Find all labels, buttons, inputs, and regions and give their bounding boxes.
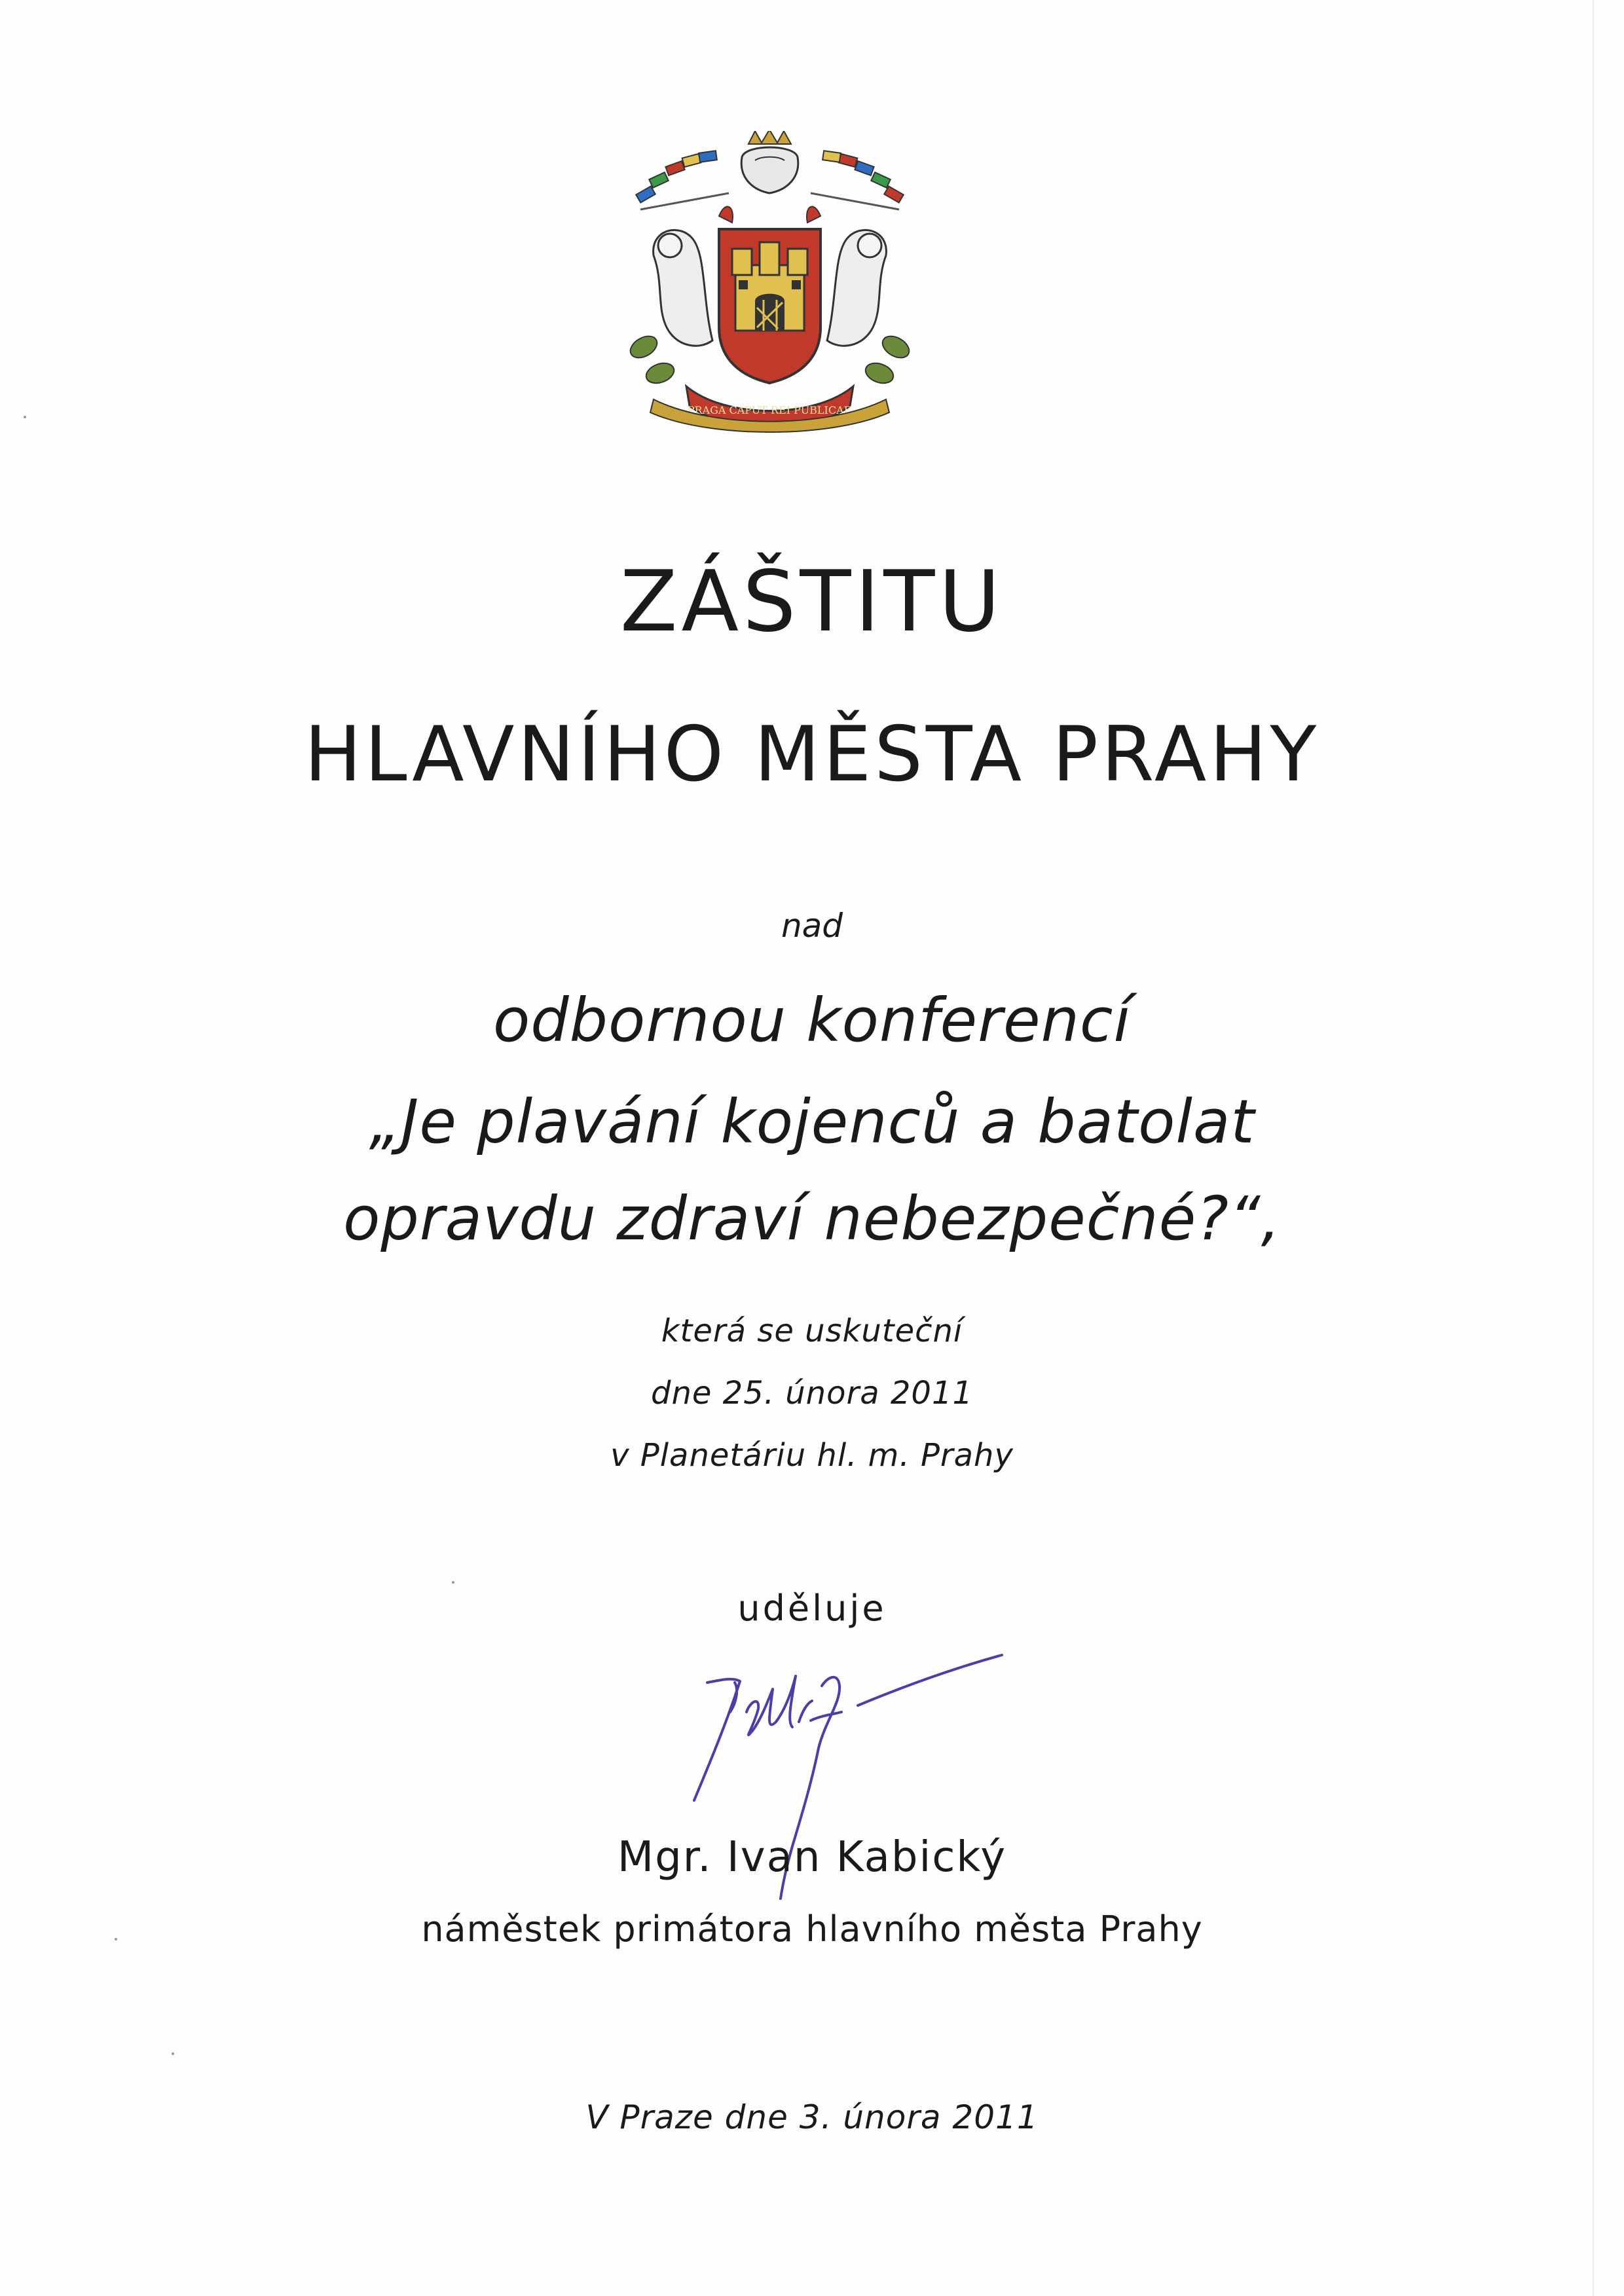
title-line-1: ZÁŠTITU (619, 553, 1005, 651)
title-line-2: HLAVNÍHO MĚSTA PRAHY (304, 710, 1320, 799)
handwritten-signature-icon (661, 1650, 1067, 1925)
event-venue: v Planetáriu hl. m. Prahy (610, 1437, 1014, 1474)
event-line-1: která se uskuteční (661, 1313, 963, 1349)
event-date: dne 25. února 2011 (650, 1375, 974, 1412)
signer-title: náměstek primátora hlavního města Prahy (421, 1908, 1203, 1950)
conference-line-1: odbornou konferencí (492, 985, 1132, 1055)
crown-and-lion (741, 131, 798, 193)
signer-name: Mgr. Ivan Kabický (617, 1833, 1007, 1882)
scan-speck (172, 2052, 174, 2055)
banners-right (811, 151, 904, 210)
scan-speck (115, 1938, 117, 1941)
banners-left (636, 151, 729, 210)
place-and-date: V Praze dne 3. února 2011 (585, 2098, 1039, 2136)
nad-text: nad (781, 907, 843, 945)
scan-speck (24, 416, 26, 418)
grants-text: uděluje (737, 1588, 887, 1629)
prague-coat-of-arms-icon (614, 131, 925, 439)
crest-motto: PRAGA CAPUT REI PUBLICAE (687, 404, 852, 416)
conference-line-2: „Je plavání kojenců a batolat (369, 1087, 1255, 1157)
flames (719, 207, 821, 223)
shield (719, 229, 821, 383)
conference-line-3: opravdu zdraví nebezpečné?“, (343, 1184, 1281, 1254)
scan-speck (452, 1581, 454, 1584)
